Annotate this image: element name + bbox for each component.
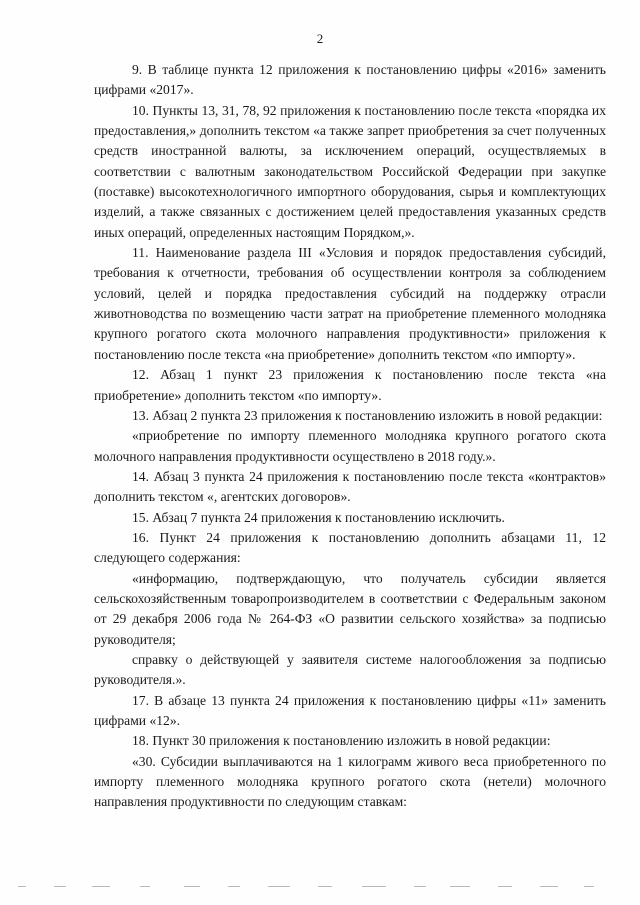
quoted-paragraph-16b: справку о действующей у заявителя системе налогообложения за подписью руководителя.».	[94, 651, 606, 688]
document-body	[94, 60, 606, 813]
paragraph-item-13: 13. Абзац 2 пункта 23 приложения к постановлению изложить в новой редакции:	[132, 407, 603, 423]
paragraph-item-16: 16. Пункт 24 приложения к постановлению дополнить абзацами 11, 12 следующего содержания:	[94, 529, 606, 566]
paragraph-item-11: 11. Наименование раздела III «Условия и порядок предоставления субсидий, требования к отчетности, требования об осуществлении контроля за соблюдением условий, целей и порядка предоставления субсидий на поддержку отрасли животноводства по возмещению части затрат на приобретение племенного молодняка крупного рогатого скота молочного направления продуктивности» приложения к постановлению после текста «на приобретение» дополнить текстом «по импорту».	[94, 245, 606, 362]
paragraph-item-18: 18. Пункт 30 приложения к постановлению изложить в новой редакции:	[132, 733, 551, 749]
page-number: 2	[316, 31, 324, 46]
quoted-paragraph-16a: «информацию, подтверждающую, что получатель субсидии является сельскохозяйственным товаропроизводителем в соответствии с Федеральным законом от 29 декабря 2006 года № 264-ФЗ «О развитии сельского хозяйства» за подписью руководителя;	[94, 570, 606, 647]
paragraph-item-17: 17. В абзаце 13 пункта 24 приложения к постановлению цифры «11» заменить цифрами «12».	[94, 692, 606, 728]
quoted-paragraph-30: «30. Субсидии выплачиваются на 1 килограмм живого веса приобретенного по импорту племенного молодняка крупного рогатого скота (нетели) молочного направления продуктивности по следующим ставкам:	[94, 753, 606, 810]
paragraph-item-12: 12. Абзац 1 пункт 23 приложения к постановлению после текста «на приобретение» дополнить текстом «по импорту».	[94, 367, 606, 403]
paragraph-item-9: 9. В таблице пункта 12 приложения к постановлению цифры «2016» заменить цифрами «2017».	[94, 62, 606, 98]
paragraph-item-10: 10. Пункты 13, 31, 78, 92 приложения к постановлению после текста «порядка их предоставления,» дополнить текстом «а также запрет приобретения за счет полученных средств иностранной валюты, за исключением операций, осуществляемых в соответствии с валютным законодательством Российской Федерации при закупке (поставке) высокотехнологичного импортного оборудования, сырья и комплектующих изделий, а также связанных с достижением целей предоставления указанных средств иных операций, определенных настоящим Порядком,».	[94, 102, 606, 240]
paragraph-item-15: 15. Абзац 7 пункта 24 приложения к постановлению исключить.	[132, 509, 505, 525]
paragraph-item-14: 14. Абзац 3 пункта 24 приложения к постановлению после текста «контрактов» дополнить текстом «, агентских договоров».	[94, 468, 606, 505]
scan-artifact-dots	[0, 884, 640, 890]
quoted-paragraph-13: «приобретение по импорту племенного молодняка крупного рогатого скота молочного направления продуктивности осуществлено в 2018 году.».	[94, 428, 606, 464]
